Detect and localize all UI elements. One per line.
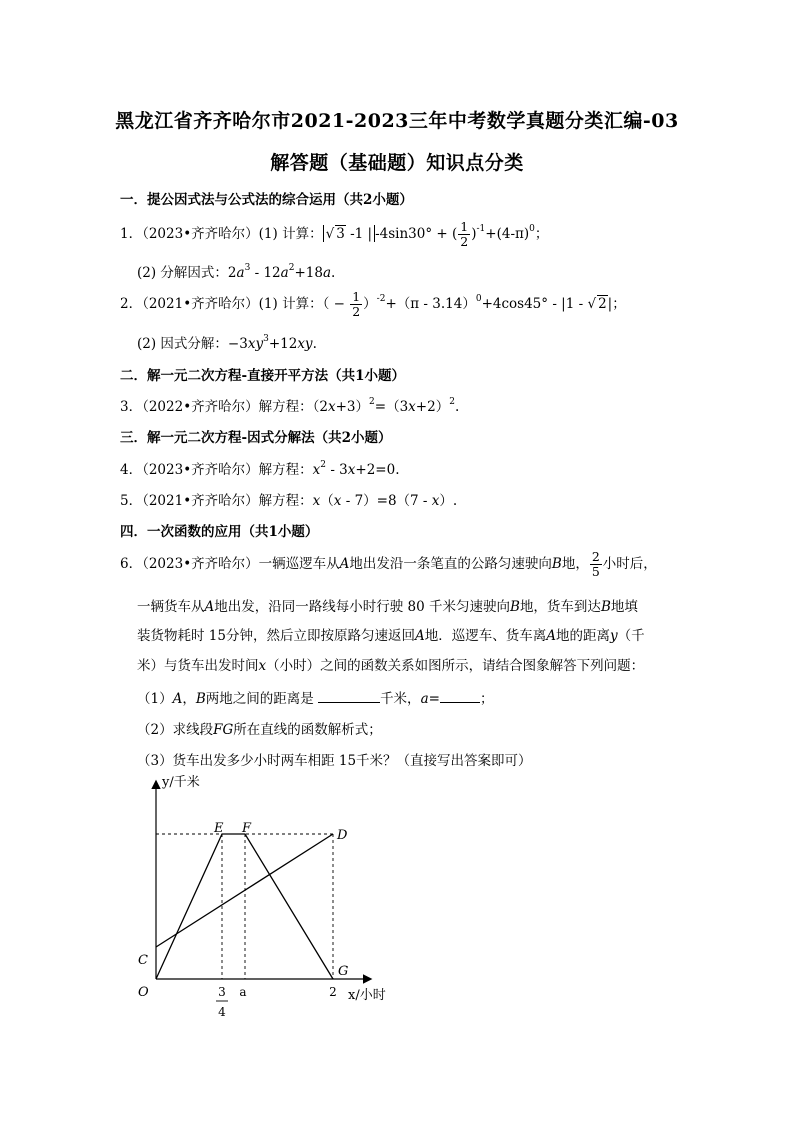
tick-label-2: 2 <box>329 985 337 999</box>
question-6-part-1: （1）A，B两地之间的距离是 千米，a= ； <box>137 691 494 707</box>
point-label-o: O <box>138 985 149 1000</box>
question-4: 4．（2023•齐齐哈尔）解方程：$x^2 - 3x+2=0$. <box>120 460 400 478</box>
section-heading-3: 三．解一元二次方程-因式分解法（共2小题） <box>120 430 392 446</box>
x-axis-label: x/小时 <box>348 988 386 1003</box>
point-label-c: C <box>138 953 148 968</box>
question-6-line-4: 米）与货车出发时间x（小时）之间的函数关系如图所示，请结合图象解答下列问题： <box>137 658 645 674</box>
question-1-part-2: (2) 分解因式：$2a^3 - 12a^2+18a$. <box>137 263 336 281</box>
tick-label-three-quarters-num: 3 <box>218 985 226 999</box>
answer-blank-a[interactable] <box>440 702 480 703</box>
point-label-d: D <box>337 828 348 843</box>
truck-graph <box>156 834 333 979</box>
fraction-two-fifths: $\frac{2}{5}$ <box>591 549 600 579</box>
fraction-half: $\frac{1}{2}$ <box>460 219 469 249</box>
function-graph <box>130 770 410 1025</box>
section-heading-1: 一．提公因式法与公式法的综合运用（共2小题） <box>120 192 413 208</box>
doc-title-line1: 黑龙江省齐齐哈尔市2021-2023三年中考数学真题分类汇编-03 <box>115 110 679 132</box>
question-6-part-3: （3）货车出发多少小时两车相距 15千米？（直接写出答案即可） <box>137 753 532 769</box>
patrol-car-graph <box>156 834 333 947</box>
section-heading-2: 二．解一元二次方程-直接开平方法（共1小题） <box>120 368 405 384</box>
point-label-g: G <box>338 964 349 979</box>
y-axis-label: y/千米 <box>162 775 200 790</box>
doc-title-line2: 解答题（基础题）知识点分类 <box>270 152 524 174</box>
section-heading-4: 四．一次函数的应用（共1小题） <box>120 524 319 540</box>
question-2-part-2: (2) 因式分解：$-3xy^3+12xy$. <box>137 334 317 352</box>
question-6-line-3: 装货物耗时 15分钟，然后立即按原路匀速返回A地．巡逻车、货车离A地的距离y（千 <box>137 628 645 644</box>
question-6-line-2: 一辆货车从A地出发，沿同一路线每小时行驶 80 千米匀速驶向B地，货车到达B地填 <box>137 599 638 615</box>
question-6-part-2: （2）求线段FG所在直线的函数解析式； <box>137 722 382 738</box>
tick-label-three-quarters-den: 4 <box>218 1005 226 1019</box>
point-label-f: F <box>242 821 252 836</box>
question-3: 3．（2022•齐齐哈尔）解方程：$(2x+3)^2=(3x+2)^2$. <box>120 397 460 415</box>
tick-label-a: a <box>239 985 247 999</box>
abs-expression: √ 3 -1 | <box>323 225 376 242</box>
fraction-half: $\frac{1}{2}$ <box>352 289 361 319</box>
question-5: 5．（2021•齐齐哈尔）解方程：x（x - 7）=8（7 - x）. <box>120 493 458 509</box>
answer-blank-distance[interactable] <box>318 702 380 703</box>
question-6-line-1: 6．（2023•齐齐哈尔）一辆巡逻车从A地出发沿一条笔直的公路匀速驶向B地， $\frac{2}{5}$ 小时后， <box>120 549 657 579</box>
question-2-part-1: 2．（2021•齐齐哈尔）(1) 计算：（ − $\frac{1}{2}$ ）$^{-2}$+（π - 3.14）$^0$+4cos45° - |1 - √ 2|； <box>120 289 626 319</box>
question-1-part-1: 1．（2023•齐齐哈尔）(1) 计算： √ 3 -1 | -4sin30° + ( $\frac{1}{2}$ )$^{-1}+(4-\pi)^0$； <box>120 219 549 249</box>
point-label-e: E <box>214 821 224 836</box>
